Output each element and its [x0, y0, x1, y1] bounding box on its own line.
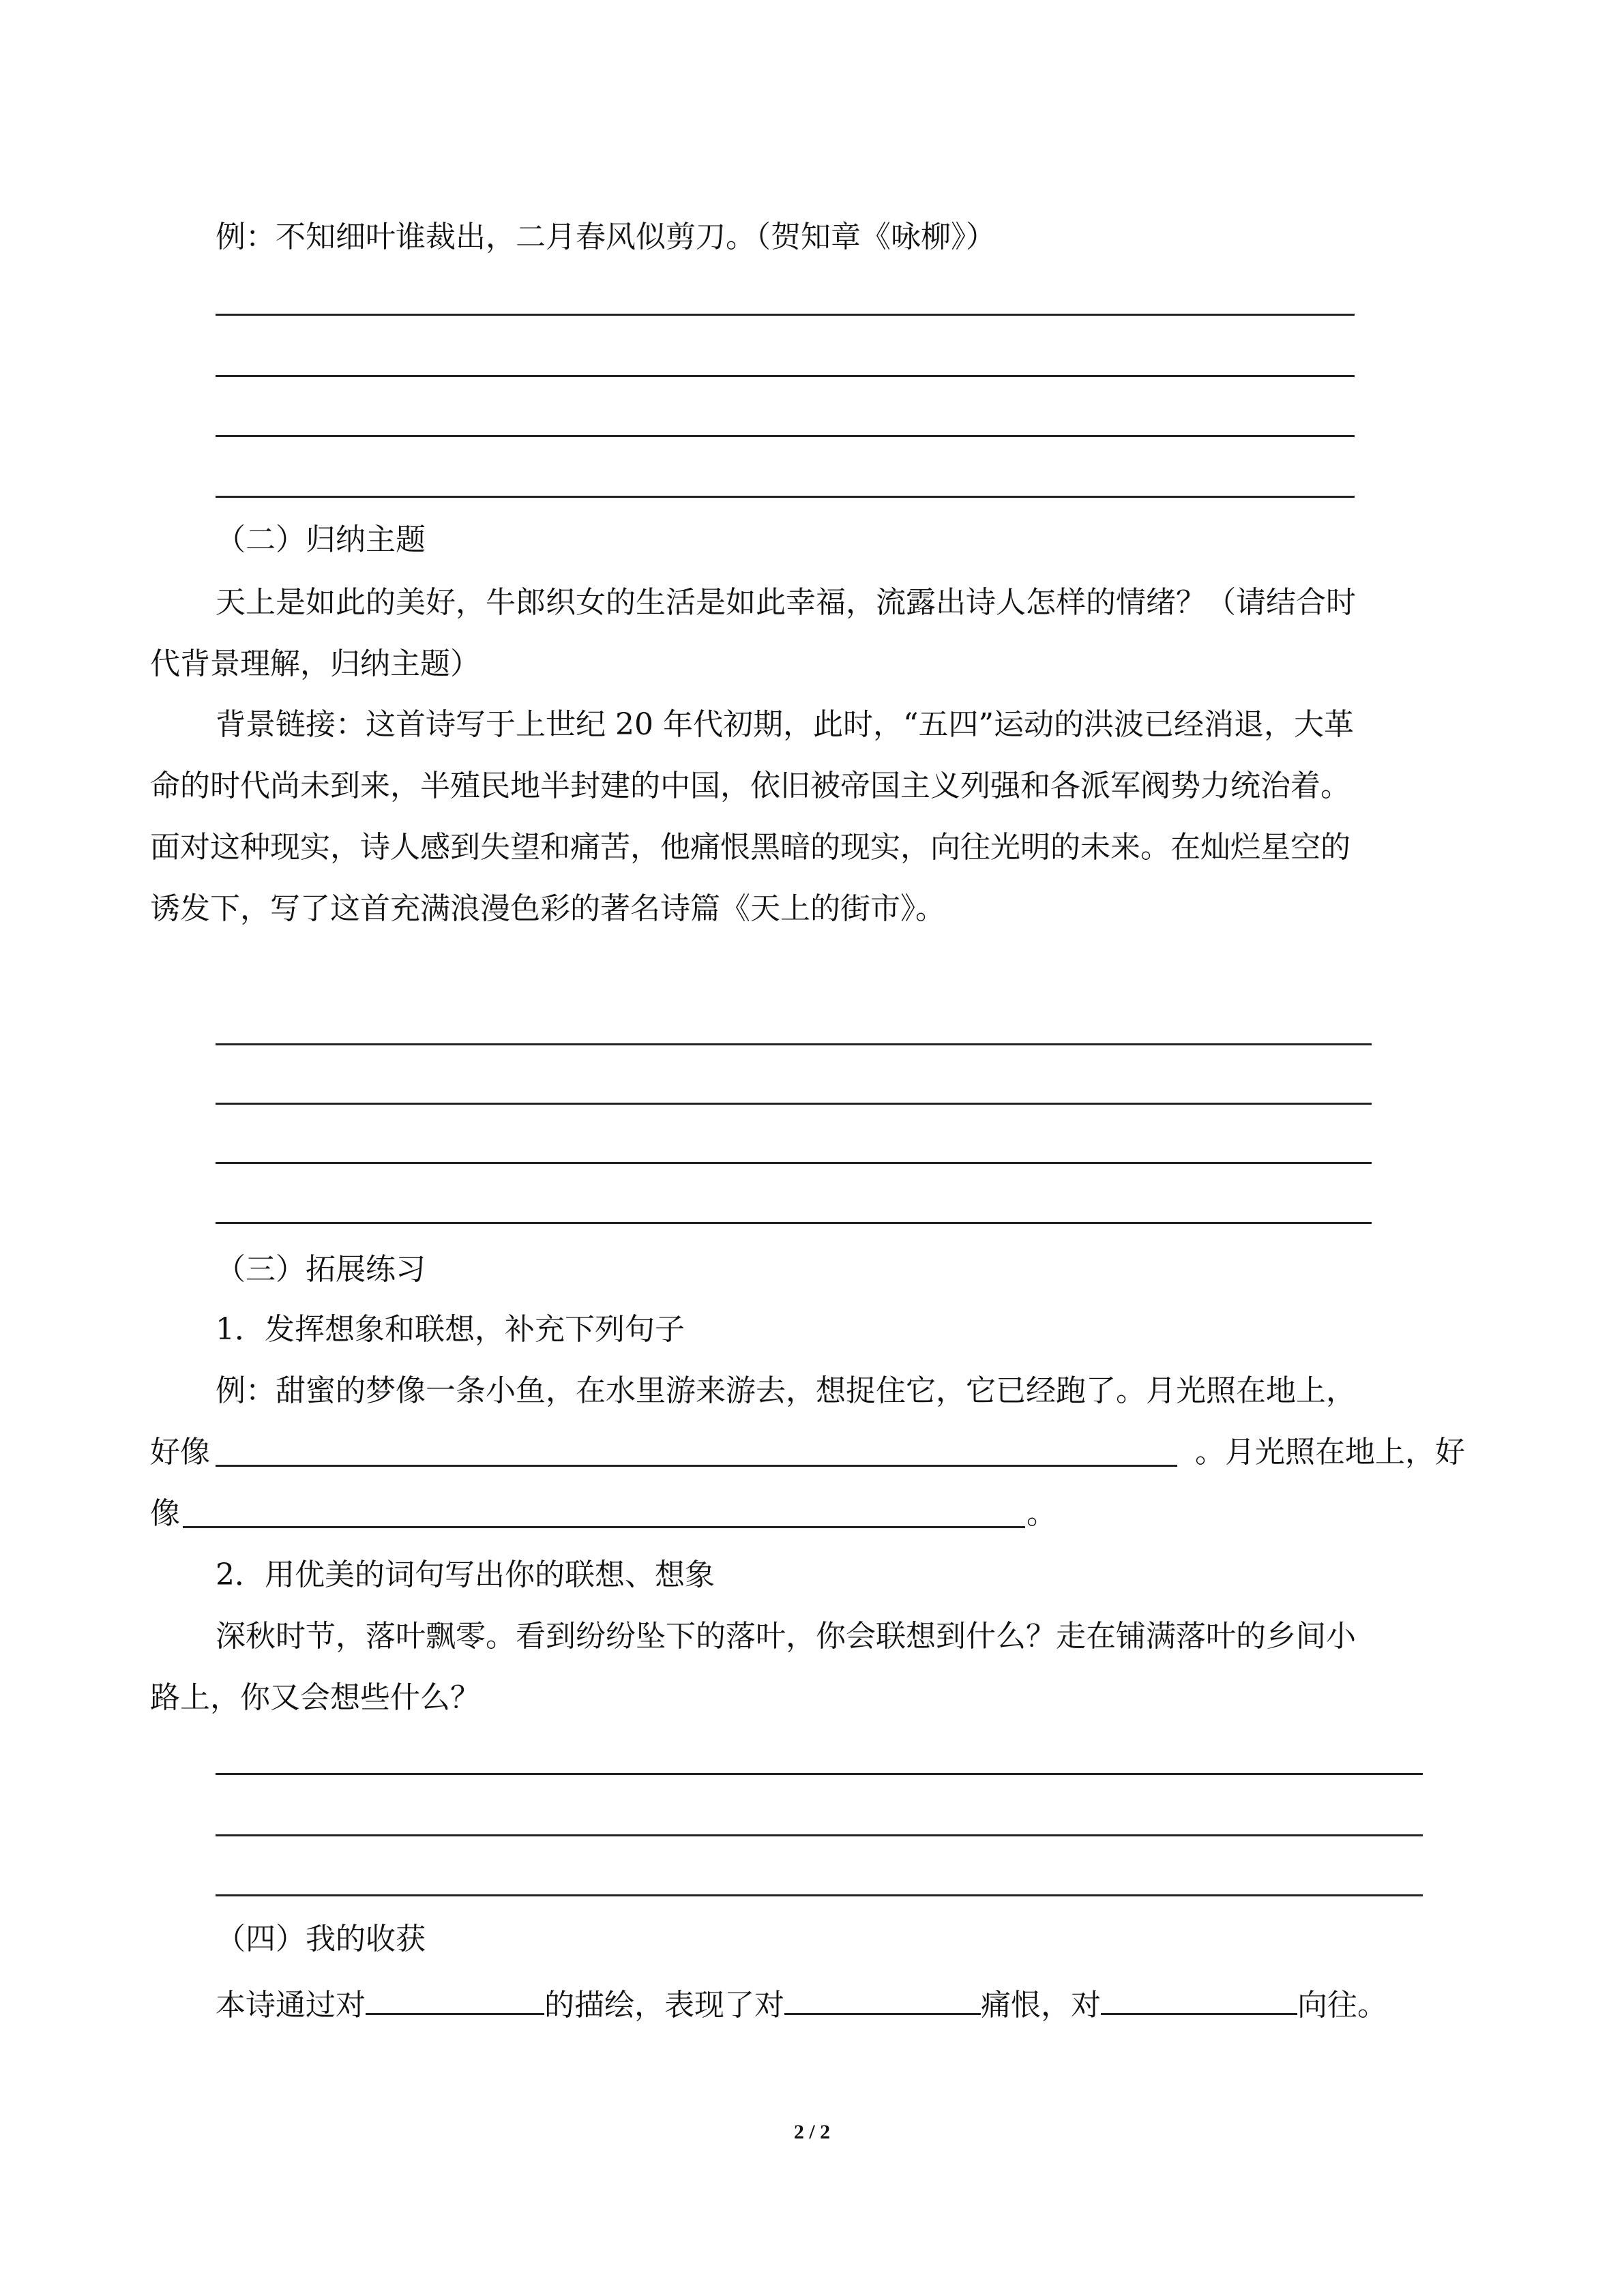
answer-line[interactable] — [216, 496, 1355, 498]
answer-line[interactable] — [216, 1162, 1372, 1164]
answer-line[interactable] — [216, 1043, 1372, 1045]
summary-blank[interactable] — [1101, 1986, 1297, 2015]
fill-suffix: 。月光照在地上，好 — [1195, 1435, 1465, 1470]
exercise-title-2: 2．用优美的词句写出你的联想、想象 — [216, 1557, 715, 1592]
summary-blank[interactable] — [784, 1986, 981, 2015]
fill-prefix: 像 — [150, 1496, 180, 1531]
answer-line[interactable] — [216, 435, 1355, 437]
summary-blank[interactable] — [366, 1986, 544, 2015]
page-number: 2 / 2 — [793, 2121, 831, 2143]
exercise-prompt: 路上，你又会想些什么？ — [150, 1680, 480, 1715]
question-text: 天上是如此的美好，牛郎织女的生活是如此幸福，流露出诗人怎样的情绪？（请结合时 — [216, 585, 1356, 620]
summary-text: 的描绘，表现了对 — [544, 1988, 784, 2023]
answer-line[interactable] — [216, 1103, 1372, 1105]
background-text: 背景链接：这首诗写于上世纪 20 年代初期，此时，“五四”运动的洪波已经消退，大革 — [216, 707, 1354, 742]
summary-sentence — [216, 1986, 1387, 2021]
exercise-title-1: 1．发挥想象和联想，补充下列句子 — [216, 1312, 685, 1347]
question-text: 代背景理解，归纳主题） — [150, 646, 480, 681]
section-heading-4: （四）我的收获 — [216, 1922, 426, 1956]
answer-line[interactable] — [216, 375, 1355, 377]
example-sentence: 例：不知细叶谁裁出，二月春风似剪刀。（贺知章《咏柳》） — [216, 220, 996, 254]
fill-blank[interactable] — [216, 1465, 1177, 1467]
summary-text: 本诗通过对 — [216, 1988, 366, 2023]
section-heading-3: （三）拓展练习 — [216, 1252, 426, 1287]
background-text: 面对这种现实，诗人感到失望和痛苦，他痛恨黑暗的现实，向往光明的未来。在灿烂星空的 — [150, 830, 1350, 865]
exercise-example: 例：甜蜜的梦像一条小鱼，在水里游来游去，想捉住它，它已经跑了。月光照在地上， — [216, 1373, 1356, 1408]
answer-line[interactable] — [216, 1834, 1423, 1836]
exercise-prompt: 深秋时节，落叶飘零。看到纷纷坠下的落叶，你会联想到什么？走在铺满落叶的乡间小 — [216, 1619, 1356, 1654]
answer-line[interactable] — [216, 1222, 1372, 1224]
fill-prefix: 好像 — [150, 1435, 210, 1470]
background-text: 诱发下，写了这首充满浪漫色彩的著名诗篇《天上的街市》。 — [150, 891, 945, 926]
fill-blank[interactable] — [183, 1526, 1025, 1528]
section-heading-2: （二）归纳主题 — [216, 522, 426, 557]
background-text: 命的时代尚未到来，半殖民地半封建的中国，依旧被帝国主义列强和各派军阀势力统治着。 — [150, 769, 1350, 803]
answer-line[interactable] — [216, 1773, 1423, 1775]
summary-text: 痛恨，对 — [981, 1988, 1101, 2023]
answer-line[interactable] — [216, 314, 1355, 316]
answer-line[interactable] — [216, 1894, 1423, 1896]
summary-text: 向往。 — [1297, 1988, 1387, 2023]
fill-suffix: 。 — [1027, 1496, 1057, 1531]
